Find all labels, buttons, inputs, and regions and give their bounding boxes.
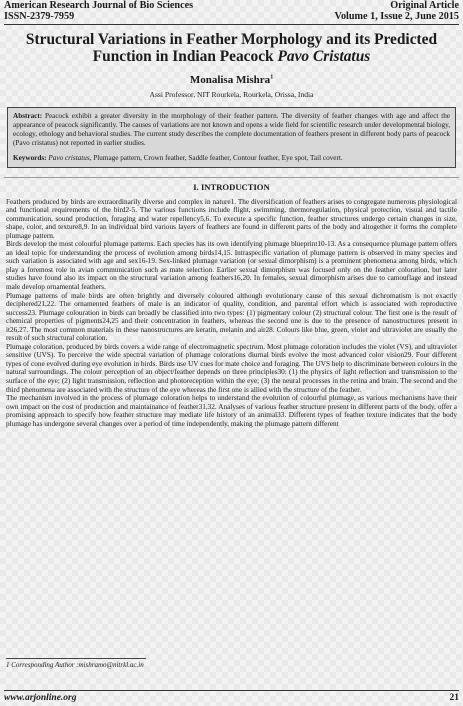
affiliation: Assi Professor, NIT Rourkela, Rourkela, Orissa, India: [149, 90, 314, 99]
abstract-box: [7, 107, 456, 168]
article-type: Original Article: [390, 0, 459, 11]
keywords: Keywords: Pavo cristatus, Plumage pattern, Crown feather, Saddle feather, Contour feather, Eye spot, Tail covert.: [13, 153, 343, 162]
footnote: 1 Corresponding Author :mishramo@nitrkl.ac.in: [6, 658, 146, 669]
paragraph: Feathers produced by birds are extraordinarily diverse and complex in nature1. The diversification of feathers arises to congregate numerous physiological and functional requirements of the bird2-5. The various functions include flight, swimming, thermoregulation, physical protection, visual and tactile communication, sound production, foraging and water repellency5,6. To execute a specific function, feather structures undergo certain changes in size, shape, color, and texture8,9. In an individual bird various layers of feathers are found in different parts of the body and altogether it forms the complete plumage pattern.: [6, 197, 457, 240]
section-heading: I. INTRODUCTION: [4, 177, 459, 192]
keywords-label: Keywords:: [13, 153, 47, 162]
author-name: Monalisa Mishra: [189, 74, 271, 86]
author-line: [4, 74, 459, 86]
abstract-label: Abstract:: [13, 112, 43, 120]
page-footer: [4, 690, 459, 703]
abstract-text: Abstract: Peacock exhibit a greater diversity in the morphology of their feather pattern. The diversity of feather changes with age and affect the appearance of peacock significantly. The causes of variations are not known and opens a wide field for scientific research under developmental biology, ecology, ethology and behavioral studies. The current study describes the complete documentation of feathers present in different body parts of peacock (Pavo cristatus) not reported in earlier studies.: [13, 112, 450, 147]
volume-info: Volume 1, Issue 2, June 2015: [334, 11, 459, 22]
author-sup: 1: [270, 74, 274, 81]
article-title: Structural Variations in Feather Morphology and its Predicted Function in Indian Peacock Pavo Cristatus: [25, 31, 438, 65]
paragraph: Birds develop the most colourful plumage patterns. Each species has its own identifying plumage blueprint10-13. As a consequence plumage pattern offers an ideal topic for understanding the process of evolution among birds14,15. Intraspecific variation of plumage pattern is observed in many species and such variation is associated with age and sex16-19. Sex-linked plumage variation (or sexual dimorphism) is a prominent phenomena among birds, which play a foremost role in avian communication such as mate selection. Earlier sexual dimorphism was focused only on the feather coloration, but later studies have found also its impact on the structural variation among feathers16,20. In females, sexual dimorphism arises due to camouflage and instead male develop ornamental feathers.: [6, 240, 457, 291]
paragraph: Plumage coloration, produced by birds covers a wide range of electromagnetic spectrum. Most plumage coloration includes the violet (VS), and ultraviolet sensitive (UVS). To perceive the wide spectral variation of plumage colorations diurnal birds evolve the most advanced color vision29. Four different types of cone evolved during eye evolution in birds. Birds use UV cues for mate choice and foraging. The UVS help to discriminate between colours in the natural surroundings. The colour perception of an object/feather depends on three principles30: (1) the physics of light reflection and transmission to the surface of the eye; (2) light transmission, reflection and photoreception within the eye; (3) the neural processes in the retina and brain. The second and the third phenomena are associated with the structure of the eye whereas the first one is allied with the structure of the feather.: [6, 342, 457, 394]
journal-subheader: [4, 11, 459, 25]
page-number: 21: [449, 693, 459, 703]
journal-name: American Research Journal of Bio Sciences: [4, 0, 194, 11]
paragraph: Plumage patterns of male birds are often brightly and diversely coloured although evolutionary cause of this sexual dichromatism is not exactly deciphered21,22. The ornamented feathers of male is an indicator of quality, condition, and parental effort which is associated with reproductive success23. Plumage colouration in birds can broadly be classified into two types: (1) pigmentary colour (2) structural colour. The first one is the result of chemical properties of pigments24,25 and their concentration in feathers, whereas the second one is due to the presence of nanostructures present in it26,27. The most common materials in these nanostructures are keratin, melanin and air28. Colours like blue, green, violet and ultraviolet are usually the result of such structural coloration.: [6, 291, 457, 343]
journal-header: [4, 0, 459, 11]
paragraph: The mechanism involved in the process of plumage coloration helps to understand the evolution of colourful plumage, as various mechanisms have their own impact on the cost of production and maintainance of feather31,32. Analyses of various feather structure present in different parts of the body, offer a promising approach to specify how feather structure may mediate life history of an animal33. Different types of feather texture indicates that the body plumage has undergone several changes over a period of time independently, making the plumage pattern different: [6, 394, 457, 428]
issn: ISSN-2379-7959: [4, 11, 75, 22]
species-name: Pavo Cristatus: [277, 48, 371, 65]
website-link[interactable]: www.arjonline.org: [4, 693, 77, 703]
